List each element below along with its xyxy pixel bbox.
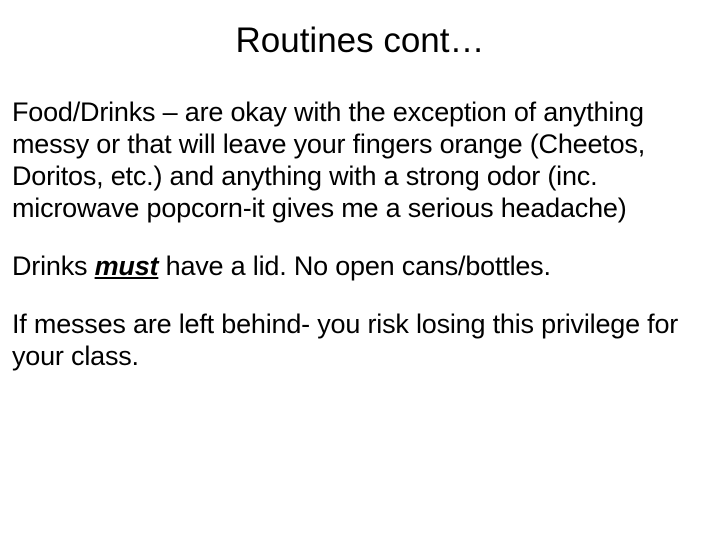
slide-title: Routines cont… — [235, 21, 485, 60]
messes-paragraph: If messes are left behind- you risk losing this privilege for your class. — [12, 309, 679, 371]
must-emphasis: must — [94, 251, 159, 281]
drinks-lid-text-after: have a lid. No open cans/bottles. — [158, 251, 551, 281]
drinks-lid-paragraph — [12, 250, 712, 282]
slide-body — [12, 96, 712, 398]
food-drinks-paragraph: Food/Drinks – are okay with the exception of anything messy or that will leave your fingers orange (Cheetos, Doritos, etc.) and anything with a strong odor (inc. microwave popcorn-it gives me a serious headache) — [12, 97, 645, 223]
drinks-lid-text-before: Drinks — [12, 251, 95, 281]
